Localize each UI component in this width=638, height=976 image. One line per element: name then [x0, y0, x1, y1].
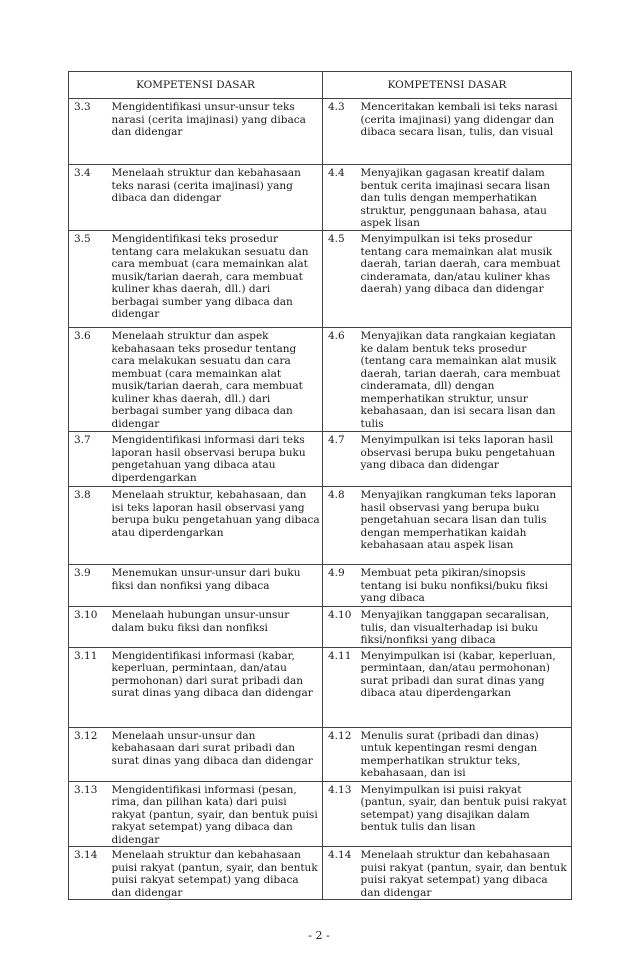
kd-number-right: 4.6	[323, 328, 359, 432]
competency-table	[68, 71, 572, 900]
kd-text-right: Menyimpulkan isi teks prosedur tentang cara memainkan alat musik daerah, tarian daerah, cara membuat cinderamata, dan/atau kuliner khas daerah) yang dibaca dan didengar	[359, 231, 572, 328]
kd-number-left: 3.10	[69, 607, 110, 648]
table-row	[69, 231, 572, 328]
table-row	[69, 727, 572, 781]
kd-text-right: Menyajikan tanggapan secaralisan, tulis, dan visualterhadap isi buku fiksi/nonfiksi yang dibaca	[359, 607, 572, 648]
kd-number-right: 4.9	[323, 565, 359, 607]
kd-number-right: 4.12	[323, 727, 359, 781]
table-row	[69, 781, 572, 847]
kd-number-right: 4.14	[323, 847, 359, 900]
kd-text-left: Menemukan unsur-unsur dari buku fiksi dan nonfiksi yang dibaca	[110, 565, 323, 607]
kd-text-right: Menyimpulkan isi teks laporan hasil observasi berupa buku pengetahuan yang dibaca dan didengar	[359, 432, 572, 487]
kd-number-left: 3.14	[69, 847, 110, 900]
kd-text-right: Menyajikan data rangkaian kegiatan ke dalam bentuk teks prosedur (tentang cara memainkan alat musik daerah, tarian daerah, cara membuat cinderamata, dll) dengan memperhatikan struktur, unsur kebahasaan, dan isi secara lisan dan tulis	[359, 328, 572, 432]
table-row	[69, 847, 572, 900]
kd-text-right: Menyajikan rangkuman teks laporan hasil observasi yang berupa buku pengetahuan secara lisan dan tulis dengan memperhatikan kaidah kebahasaan atau aspek lisan	[359, 487, 572, 565]
kd-number-right: 4.10	[323, 607, 359, 648]
kd-text-right: Membuat peta pikiran/sinopsis tentang isi buku nonfiksi/buku fiksi yang dibaca	[359, 565, 572, 607]
kd-number-left: 3.3	[69, 99, 110, 165]
table-row	[69, 328, 572, 432]
kd-text-right: Menyimpulkan isi puisi rakyat (pantun, syair, dan bentuk puisi rakyat setempat) yang disajikan dalam bentuk tulis dan lisan	[359, 781, 572, 847]
kd-number-left: 3.11	[69, 647, 110, 727]
kd-number-left: 3.9	[69, 565, 110, 607]
table-row	[69, 165, 572, 231]
kd-text-left: Mengidentifikasi teks prosedur tentang cara melakukan sesuatu dan cara membuat (cara memainkan alat musik/tarian daerah, cara membuat kuliner khas daerah, dll.) dari berbagai sumber yang dibaca dan didengar	[110, 231, 323, 328]
kd-text-left: Menelaah struktur, kebahasaan, dan isi teks laporan hasil observasi yang berupa buku pengetahuan yang dibaca atau diperdengarkan	[110, 487, 323, 565]
kd-text-left: Mengidentifikasi unsur-unsur teks narasi (cerita imajinasi) yang dibaca dan didengar	[110, 99, 323, 165]
kd-number-right: 4.4	[323, 165, 359, 231]
kd-number-right: 4.3	[323, 99, 359, 165]
kd-number-right: 4.13	[323, 781, 359, 847]
kd-text-left: Menelaah struktur dan kebahasaan teks narasi (cerita imajinasi) yang dibaca dan didengar	[110, 165, 323, 231]
kd-text-right: Menulis surat (pribadi dan dinas) untuk kepentingan resmi dengan memperhatikan struktur teks, kebahasaan, dan isi	[359, 727, 572, 781]
kd-text-left: Mengidentifikasi informasi (kabar, keperluan, permintaan, dan/atau permohonan) dari surat pribadi dan surat dinas yang dibaca dan didengar	[110, 647, 323, 727]
table-row	[69, 99, 572, 165]
table-row	[69, 565, 572, 607]
kd-number-left: 3.8	[69, 487, 110, 565]
kd-number-right: 4.8	[323, 487, 359, 565]
kd-text-left: Menelaah struktur dan kebahasaan puisi rakyat (pantun, syair, dan bentuk puisi rakyat setempat) yang dibaca dan didengar	[110, 847, 323, 900]
table-row	[69, 487, 572, 565]
kd-number-left: 3.6	[69, 328, 110, 432]
kd-number-right: 4.5	[323, 231, 359, 328]
kd-text-left: Menelaah hubungan unsur-unsur dalam buku fiksi dan nonfiksi	[110, 607, 323, 648]
kd-text-right: Menceritakan kembali isi teks narasi (cerita imajinasi) yang didengar dan dibaca secara lisan, tulis, dan visual	[359, 99, 572, 165]
kd-text-left: Menelaah struktur dan aspek kebahasaan teks prosedur tentang cara melakukan sesuatu dan cara membuat (cara memainkan alat musik/tarian daerah, cara membuat kuliner khas daerah, dll.) dari berbagai sumber yang dibaca dan didengar	[110, 328, 323, 432]
kd-number-left: 3.5	[69, 231, 110, 328]
kd-number-left: 3.13	[69, 781, 110, 847]
kd-number-right: 4.11	[323, 647, 359, 727]
page-number: - 2 -	[308, 929, 330, 942]
table-row	[69, 607, 572, 648]
table-header-row	[69, 72, 572, 99]
kd-text-right: Menelaah struktur dan kebahasaan puisi rakyat (pantun, syair, dan bentuk puisi rakyat setempat) yang dibaca dan didengar	[359, 847, 572, 900]
column-header-kd-skill: KOMPETENSI DASAR	[323, 72, 572, 99]
kd-text-right: Menyimpulkan isi (kabar, keperluan, permintaan, dan/atau permohonan) surat pribadi dan surat dinas yang dibaca atau diperdengarkan	[359, 647, 572, 727]
document-page	[68, 71, 571, 900]
kd-number-left: 3.4	[69, 165, 110, 231]
kd-text-right: Menyajikan gagasan kreatif dalam bentuk cerita imajinasi secara lisan dan tulis dengan memperhatikan struktur, penggunaan bahasa, atau aspek lisan	[359, 165, 572, 231]
table-body	[69, 99, 572, 900]
column-header-kd-knowledge: KOMPETENSI DASAR	[69, 72, 323, 99]
table-row	[69, 432, 572, 487]
kd-number-left: 3.12	[69, 727, 110, 781]
table-row	[69, 647, 572, 727]
kd-text-left: Menelaah unsur-unsur dan kebahasaan dari surat pribadi dan surat dinas yang dibaca dan didengar	[110, 727, 323, 781]
kd-number-left: 3.7	[69, 432, 110, 487]
kd-number-right: 4.7	[323, 432, 359, 487]
kd-text-left: Mengidentifikasi informasi dari teks laporan hasil observasi berupa buku pengetahuan yang dibaca atau diperdengarkan	[110, 432, 323, 487]
kd-text-left: Mengidentifikasi informasi (pesan, rima, dan pilihan kata) dari puisi rakyat (pantun, syair, dan bentuk puisi rakyat setempat) yang dibaca dan didengar	[110, 781, 323, 847]
